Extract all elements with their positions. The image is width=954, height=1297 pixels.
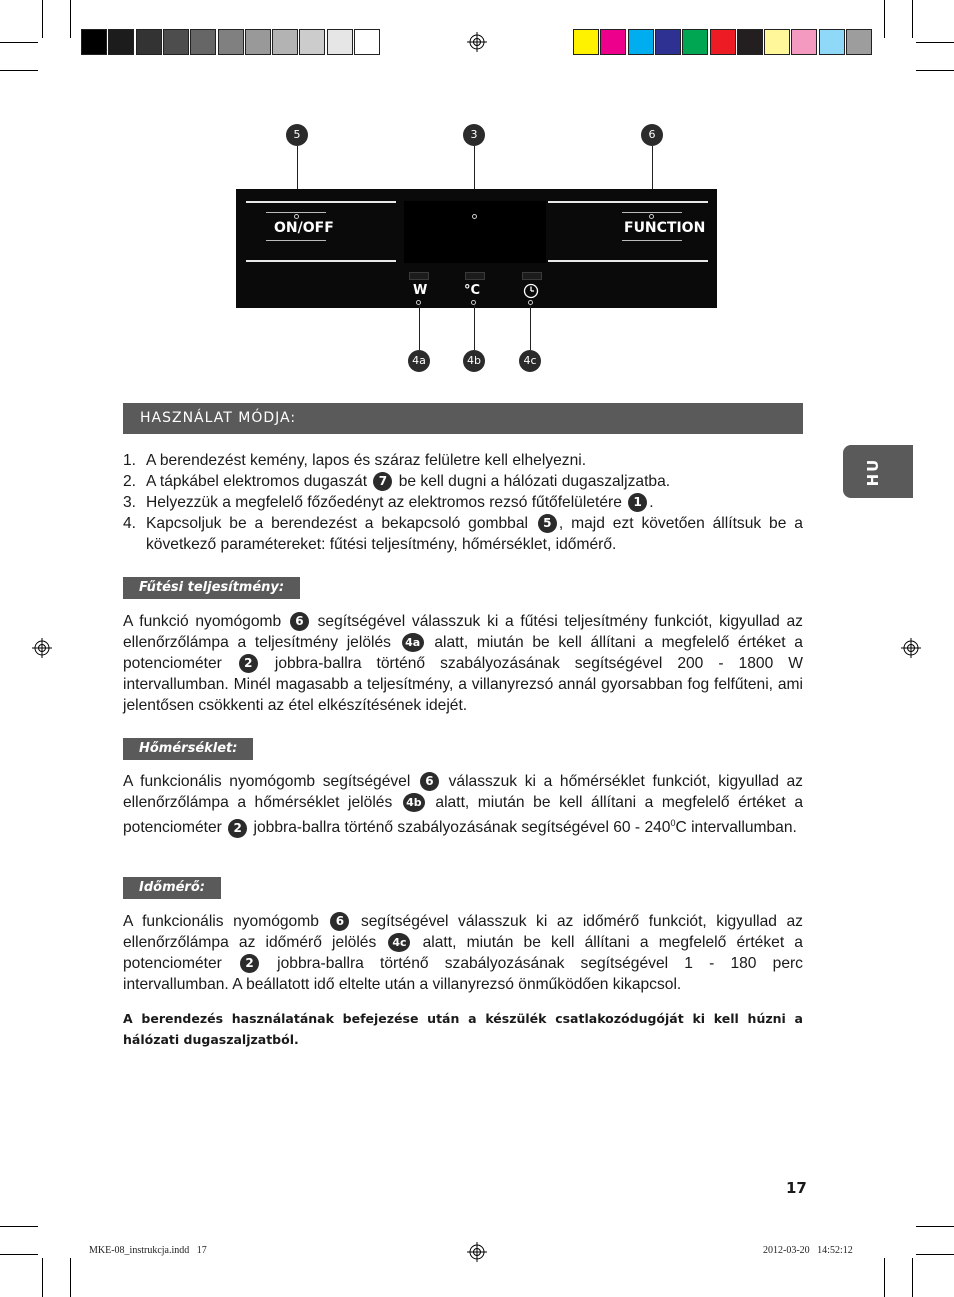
crop-mark [884, 0, 885, 38]
para-text: jobbra-ballra történő szabályozásának segítségével 1 - 180 perc intervallumban. A beállatott idő eltelte után a villanyrezsó önműködően kikapcsol. [123, 955, 803, 993]
registration-mark-icon [467, 1242, 487, 1262]
crop-mark [0, 1254, 38, 1255]
panel-dot [294, 214, 299, 219]
footer-date: 2012-03-20 14:52:12 [763, 1245, 853, 1256]
indicator-light-w [409, 272, 429, 280]
indicator-label-w: W [413, 283, 428, 298]
language-tab [843, 445, 913, 498]
ref-badge: 1 [628, 493, 647, 512]
section-title: HASZNÁLAT MÓDJA: [123, 403, 803, 434]
control-panel [236, 189, 717, 308]
paragraph-timer [123, 911, 803, 995]
para-text: segítségével válasszuk ki a fűtési teljesítmény funkciót, kigyullad az ellenőrzőlámpa a teljesítmény jelölés [123, 613, 803, 651]
callout-4a: 4a [408, 350, 430, 372]
crop-mark [884, 1258, 885, 1297]
color-swatch [737, 29, 763, 55]
registration-mark-icon [32, 638, 52, 658]
indicator-light-timer [522, 272, 542, 280]
crop-mark [916, 1254, 954, 1255]
crop-mark [0, 42, 38, 43]
subheading-temperature: Hőmérséklet: [123, 738, 253, 760]
ref-badge: 6 [420, 772, 439, 791]
clock-icon [523, 283, 539, 299]
panel-dot [649, 214, 654, 219]
ref-badge: 6 [330, 912, 349, 931]
crop-mark [42, 0, 43, 38]
gray-swatch [108, 29, 134, 55]
crop-mark [912, 0, 913, 38]
color-swatch [655, 29, 681, 55]
callout-5: 5 [286, 124, 308, 146]
panel-line [246, 260, 396, 262]
panel-line [622, 240, 682, 241]
step-number: 1. [123, 452, 137, 469]
leader-line [530, 305, 531, 350]
para-text: alatt, miután be kell állítani a megfelelő értéket a potenciométer [123, 934, 803, 972]
para-text: jobbra-ballra történő szabályozásának segítségével 200 - 1800 W intervallumban. Minél magasabb a teljesítmény, a villanyrezsó annál gyorsabban fog felfűteni, ami jelentősen csökkenti az étel elkészítésének idejét. [123, 655, 803, 714]
panel-line [622, 212, 682, 213]
gray-swatch [245, 29, 271, 55]
gray-swatch [136, 29, 162, 55]
step-text: Helyezzük a megfelelő főzőedényt az elektromos rezsó fűtőfelületére [146, 494, 622, 511]
color-swatch [819, 29, 845, 55]
footer-file: MKE-08_instrukcja.indd 17 [89, 1245, 207, 1256]
step-text: , majd ezt követően állítsuk be a következő paramétereket: fűtési teljesítmény, hőmérséklet, időmérő. [146, 515, 803, 553]
crop-mark [912, 1258, 913, 1297]
color-swatch [573, 29, 599, 55]
step-text: A tápkábel elektromos dugaszát [146, 473, 368, 490]
list-item [123, 450, 803, 471]
gray-swatch [218, 29, 244, 55]
list-item [123, 492, 803, 513]
function-button: FUNCTION [624, 220, 706, 236]
callout-4c: 4c [519, 350, 541, 372]
para-text: A funkcionális nyomógomb segítségével [123, 773, 411, 790]
paragraph-temperature [123, 771, 803, 838]
ref-badge: 2 [240, 954, 259, 973]
step-text: Kapcsoljuk be a berendezést a bekapcsoló gombbal [146, 515, 528, 532]
color-swatch [791, 29, 817, 55]
step-text: be kell dugni a hálózati dugaszaljzatba. [398, 473, 671, 490]
step-text: A berendezést kemény, lapos és száraz felületre kell elhelyezni. [146, 452, 587, 469]
callout-3: 3 [463, 124, 485, 146]
callout-4b: 4b [463, 350, 485, 372]
panel-line [266, 212, 326, 213]
crop-mark [70, 0, 71, 38]
ref-badge: 6 [290, 612, 309, 631]
para-text: alatt, miután be kell állítani a megfelelő értéket a potenciométer [123, 794, 803, 837]
indicator-label-c: °C [464, 283, 481, 298]
para-text: A funkcionális nyomógomb [123, 913, 319, 930]
crop-mark [916, 70, 954, 71]
language-tab-label: HU [864, 457, 882, 487]
color-swatch [628, 29, 654, 55]
ref-badge: 5 [538, 514, 557, 533]
panel-line [246, 201, 396, 203]
display-window [404, 201, 546, 263]
para-text: alatt, miután be kell állítani a megfelelő értéket a potenciométer [123, 634, 803, 672]
ref-badge: 4b [403, 793, 425, 812]
step-number: 2. [123, 473, 137, 490]
list-item [123, 471, 803, 492]
registration-mark-icon [467, 32, 487, 52]
crop-mark [916, 42, 954, 43]
para-text: C intervallumban. [675, 819, 797, 837]
panel-line [548, 201, 708, 203]
color-swatch [600, 29, 626, 55]
para-text: A funkció nyomógomb [123, 613, 282, 630]
step-number: 3. [123, 494, 137, 511]
crop-mark [42, 1258, 43, 1297]
warning-text: A berendezés használatának befejezése után a készülék csatlakozódugóját ki kell húzni a hálózati dugaszaljzatból. [123, 1011, 803, 1047]
color-swatch [710, 29, 736, 55]
ref-badge: 2 [228, 819, 247, 838]
page-number: 17 [786, 1179, 807, 1197]
gray-swatch [272, 29, 298, 55]
panel-line [548, 260, 708, 262]
step-number: 4. [123, 515, 137, 532]
instruction-steps [123, 450, 803, 555]
color-swatch [764, 29, 790, 55]
panel-line [266, 240, 326, 241]
callout-6: 6 [641, 124, 663, 146]
gray-swatch [163, 29, 189, 55]
color-swatch [682, 29, 708, 55]
crop-mark [0, 1226, 38, 1227]
leader-line [419, 305, 420, 350]
crop-mark [0, 70, 38, 71]
ref-badge: 4c [388, 933, 410, 952]
gray-swatch [81, 29, 107, 55]
color-swatch [846, 29, 872, 55]
on-off-button: ON/OFF [274, 220, 334, 236]
step-text: . [649, 494, 654, 511]
list-item [123, 513, 803, 555]
ref-badge: 2 [239, 654, 258, 673]
superscript: 0 [670, 818, 676, 828]
crop-mark [70, 1258, 71, 1297]
gray-swatch [354, 29, 380, 55]
subheading-power: Fűtési teljesítmény: [123, 577, 300, 599]
gray-swatch [327, 29, 353, 55]
gray-swatch [299, 29, 325, 55]
registration-mark-icon [901, 638, 921, 658]
subheading-timer: Időmérő: [123, 877, 221, 899]
para-text: jobbra-ballra történő szabályozásának segítségével 60 - 240 [253, 819, 671, 837]
gray-swatch [190, 29, 216, 55]
paragraph-power [123, 611, 803, 716]
ref-badge: 4a [402, 633, 424, 652]
ref-badge: 7 [373, 472, 392, 491]
panel-dot [472, 214, 477, 219]
indicator-light-c [465, 272, 485, 280]
para-text: válasszuk ki a hőmérséklet funkciót, kigyullad az ellenőrzőlámpa a hőmérséklet jelölés [123, 773, 803, 811]
leader-line [474, 305, 475, 350]
crop-mark [916, 1226, 954, 1227]
para-text: segítségével válasszuk ki az időmérő funkciót, kigyullad az ellenőrzőlámpa az időmérő jelölés [123, 913, 803, 951]
